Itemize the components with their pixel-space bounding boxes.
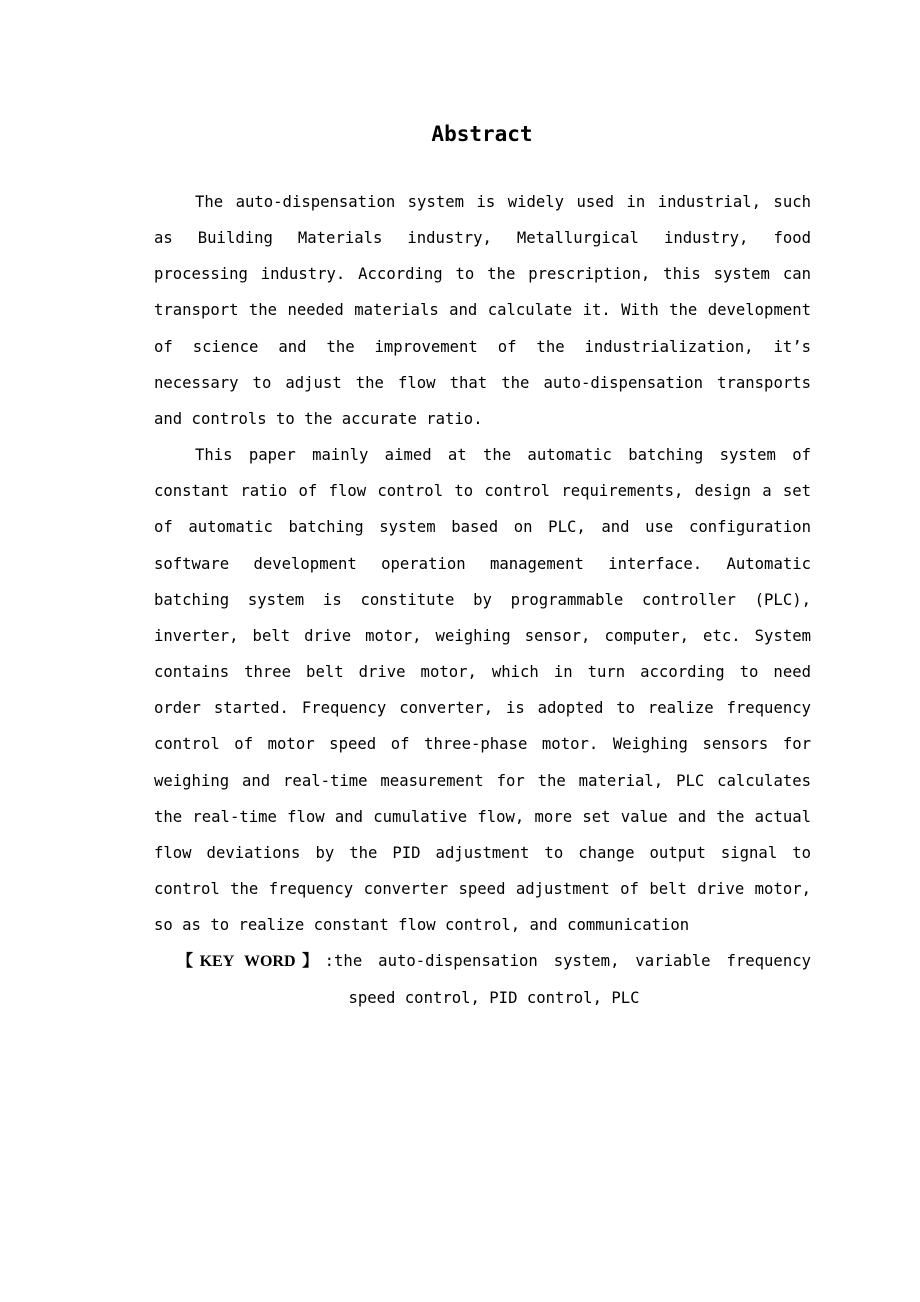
abstract-title: Abstract <box>431 122 533 146</box>
abstract-paragraph-1: The auto-dispensation system is widely used in industrial, such as Building Materials industry, Metallurgical industry, food processing industry. According to the prescription, this system can transport the needed materials and calculate it. With the development of science and the improvement of the industrialization, it’s necessary to adjust the flow that the auto-dispensation transports and controls to the accurate ratio. <box>154 193 811 428</box>
keywords-text: the auto-dispensation system, variable frequency speed control, PID control, PLC <box>334 952 811 1008</box>
abstract-paragraph-2: This paper mainly aimed at the automatic batching system of constant ratio of flow control to control requirements, design a set of automatic batching system based on PLC, and use configuration software development operation management interface. Automatic batching system is constitute by programmable controller (PLC), inverter, belt drive motor, weighing sensor, computer, etc. System contains three belt drive motor, which in turn according to need order started. Frequency converter, is adopted to realize frequency control of motor speed of three-phase motor. Weighing sensors for weighing and real-time measurement for the material, PLC calculates the real-time flow and cumulative flow, more set value and the actual flow deviations by the PID adjustment to change output signal to control the frequency converter speed adjustment of belt drive motor, so as to realize constant flow control, and communication <box>154 446 811 935</box>
keywords-line <box>154 943 811 1016</box>
keywords-label: 【KEY WORD】 <box>177 953 325 971</box>
abstract-body <box>154 184 811 1017</box>
keywords-separator: : <box>324 952 335 971</box>
